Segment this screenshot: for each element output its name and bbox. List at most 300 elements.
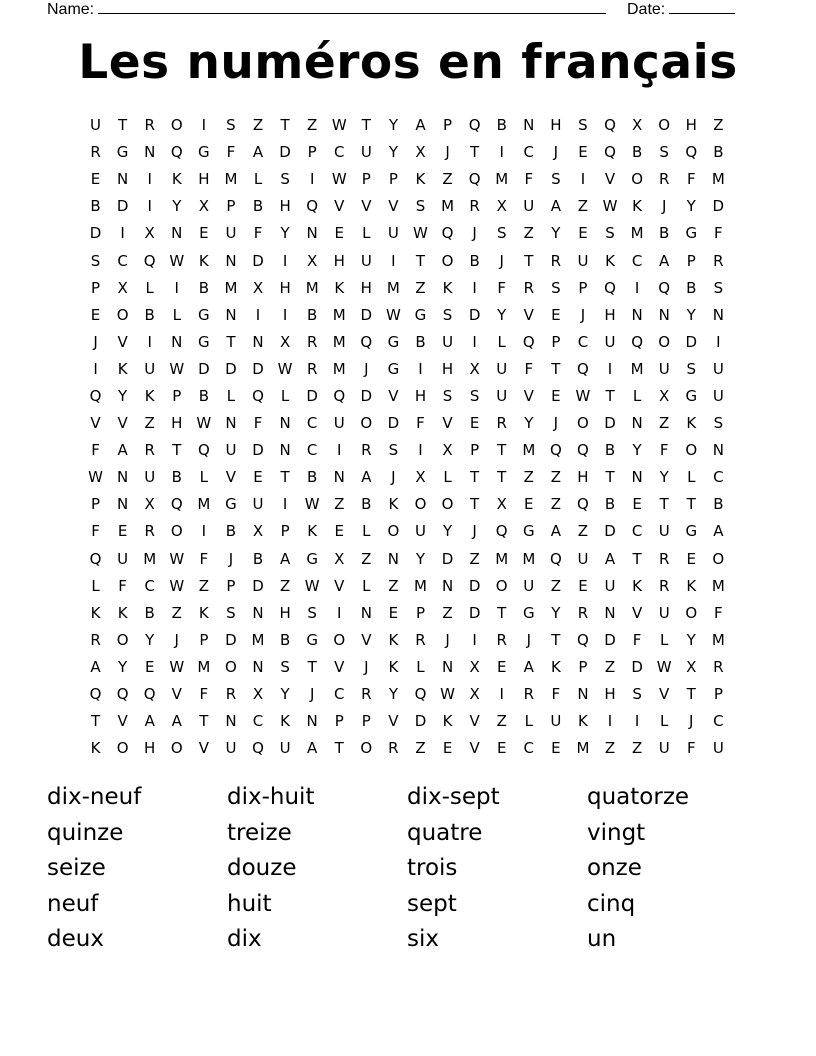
grid-cell[interactable]: H	[279, 603, 291, 622]
grid-cell[interactable]: J	[364, 657, 369, 676]
grid-cell[interactable]: B	[307, 305, 318, 324]
grid-cell[interactable]: B	[631, 143, 643, 162]
grid-cell[interactable]: O	[685, 441, 698, 460]
grid-cell[interactable]: S	[226, 603, 236, 622]
grid-cell[interactable]: S	[280, 657, 290, 676]
grid-cell[interactable]: U	[523, 576, 535, 595]
grid-cell[interactable]: X	[252, 522, 264, 541]
grid-cell[interactable]: I	[634, 278, 640, 297]
grid-cell[interactable]: Y	[551, 224, 561, 243]
grid-cell[interactable]: L	[362, 224, 371, 243]
grid-cell[interactable]: O	[170, 116, 183, 135]
grid-cell[interactable]: C	[631, 522, 643, 541]
grid-cell[interactable]: E	[686, 549, 696, 568]
grid-cell[interactable]: R	[388, 739, 399, 758]
grid-cell[interactable]: R	[306, 359, 318, 378]
grid-cell[interactable]: C	[523, 143, 535, 162]
grid-cell[interactable]: H	[360, 278, 372, 297]
grid-cell[interactable]: C	[523, 739, 535, 758]
grid-cell[interactable]: P	[388, 170, 398, 189]
grid-cell[interactable]: B	[144, 603, 155, 622]
grid-cell[interactable]: N	[333, 468, 345, 487]
grid-cell[interactable]: C	[577, 332, 589, 351]
grid-cell[interactable]: H	[171, 414, 183, 433]
grid-cell[interactable]: M	[711, 630, 725, 649]
grid-cell[interactable]: R	[144, 441, 155, 460]
grid-cell[interactable]: M	[224, 170, 238, 189]
grid-cell[interactable]: L	[443, 468, 452, 487]
grid-cell[interactable]: Z	[523, 224, 534, 243]
grid-cell[interactable]: N	[117, 468, 129, 487]
grid-cell[interactable]: G	[685, 522, 698, 541]
grid-cell[interactable]: M	[711, 170, 725, 189]
grid-cell[interactable]: P	[578, 657, 588, 676]
grid-cell[interactable]: H	[550, 116, 562, 135]
grid-cell[interactable]: Q	[414, 685, 427, 704]
grid-cell[interactable]: L	[253, 170, 263, 189]
grid-cell[interactable]: Z	[171, 603, 182, 622]
grid-cell[interactable]: Z	[388, 576, 399, 595]
grid-cell[interactable]: G	[198, 143, 210, 162]
grid-cell[interactable]: O	[333, 630, 346, 649]
grid-cell[interactable]: K	[605, 251, 615, 270]
grid-cell[interactable]: N	[171, 224, 183, 243]
grid-cell[interactable]: M	[224, 278, 238, 297]
grid-cell[interactable]: N	[604, 603, 616, 622]
grid-cell[interactable]: D	[225, 359, 237, 378]
grid-cell[interactable]: A	[713, 522, 724, 541]
grid-cell[interactable]: H	[144, 739, 156, 758]
grid-cell[interactable]: V	[361, 630, 372, 649]
grid-cell[interactable]: M	[630, 359, 644, 378]
grid-cell[interactable]: I	[337, 603, 342, 622]
grid-cell[interactable]: X	[496, 495, 507, 514]
grid-cell[interactable]: T	[199, 712, 209, 731]
grid-cell[interactable]: G	[414, 305, 427, 324]
grid-cell[interactable]: J	[661, 197, 667, 216]
grid-cell[interactable]: N	[252, 603, 264, 622]
grid-cell[interactable]: Z	[198, 576, 209, 595]
grid-cell[interactable]: U	[252, 495, 264, 514]
grid-cell[interactable]: A	[90, 657, 101, 676]
grid-cell[interactable]: N	[441, 576, 454, 595]
grid-cell[interactable]: P	[91, 495, 101, 514]
grid-cell[interactable]: K	[198, 251, 209, 270]
grid-cell[interactable]: K	[144, 386, 155, 405]
grid-cell[interactable]: M	[576, 739, 590, 758]
grid-cell[interactable]: Z	[713, 116, 724, 135]
grid-cell[interactable]: X	[144, 224, 155, 243]
grid-cell[interactable]: M	[522, 549, 536, 568]
grid-cell[interactable]: T	[605, 468, 615, 487]
grid-cell[interactable]: Q	[143, 251, 156, 270]
grid-cell[interactable]: J	[553, 414, 559, 433]
grid-cell[interactable]: Y	[551, 603, 561, 622]
grid-cell[interactable]: G	[387, 332, 400, 351]
grid-cell[interactable]: S	[226, 116, 236, 135]
grid-cell[interactable]: Z	[577, 522, 589, 541]
grid-cell[interactable]: I	[472, 332, 477, 351]
grid-cell[interactable]: T	[118, 116, 128, 135]
grid-cell[interactable]: K	[632, 197, 643, 216]
grid-cell[interactable]: J	[228, 549, 234, 568]
grid-cell[interactable]: W	[331, 170, 347, 189]
grid-cell[interactable]: S	[713, 414, 724, 433]
grid-cell[interactable]: Q	[89, 685, 102, 704]
grid-cell[interactable]: C	[144, 576, 155, 595]
grid-cell[interactable]: U	[550, 712, 562, 731]
grid-cell[interactable]: V	[523, 305, 534, 324]
grid-cell[interactable]: P	[199, 630, 209, 649]
grid-cell[interactable]: V	[334, 657, 345, 676]
grid-cell[interactable]: N	[631, 468, 643, 487]
grid-cell[interactable]: O	[631, 170, 643, 189]
grid-cell[interactable]: Y	[145, 630, 155, 649]
grid-cell[interactable]: T	[307, 657, 317, 676]
grid-cell[interactable]: U	[117, 549, 129, 568]
grid-cell[interactable]: M	[197, 657, 211, 676]
grid-cell[interactable]: Z	[550, 468, 561, 487]
grid-cell[interactable]: F	[686, 739, 696, 758]
grid-cell[interactable]: Q	[170, 143, 183, 162]
grid-cell[interactable]: P	[686, 251, 696, 270]
grid-cell[interactable]: B	[604, 495, 616, 514]
grid-cell[interactable]: S	[659, 143, 669, 162]
grid-cell[interactable]: R	[469, 197, 480, 216]
grid-cell[interactable]: E	[442, 739, 453, 758]
grid-cell[interactable]: W	[331, 116, 347, 135]
grid-cell[interactable]: A	[659, 251, 670, 270]
grid-cell[interactable]: T	[605, 386, 615, 405]
grid-cell[interactable]: U	[144, 468, 156, 487]
grid-cell[interactable]: E	[578, 576, 588, 595]
grid-cell[interactable]: L	[687, 468, 696, 487]
grid-cell[interactable]: F	[253, 414, 263, 433]
grid-cell[interactable]: I	[337, 441, 342, 460]
grid-cell[interactable]: N	[225, 712, 237, 731]
grid-cell[interactable]: R	[496, 414, 507, 433]
grid-cell[interactable]: T	[280, 116, 290, 135]
grid-cell[interactable]: V	[442, 414, 453, 433]
grid-cell[interactable]: T	[497, 441, 507, 460]
grid-cell[interactable]: W	[440, 685, 455, 704]
grid-cell[interactable]: H	[604, 685, 616, 704]
grid-cell[interactable]: Y	[388, 116, 398, 135]
grid-cell[interactable]: V	[659, 685, 670, 704]
grid-cell[interactable]: S	[496, 224, 507, 243]
grid-cell[interactable]: B	[604, 441, 616, 460]
grid-cell[interactable]: R	[523, 685, 534, 704]
grid-cell[interactable]: B	[252, 549, 264, 568]
grid-cell[interactable]: F	[199, 549, 209, 568]
grid-cell[interactable]: P	[307, 143, 317, 162]
grid-cell[interactable]: Y	[118, 386, 128, 405]
grid-cell[interactable]: Y	[659, 468, 669, 487]
grid-cell[interactable]: T	[334, 739, 344, 758]
grid-cell[interactable]: K	[578, 712, 588, 731]
grid-cell[interactable]: Q	[604, 116, 616, 135]
grid-cell[interactable]: T	[90, 712, 101, 731]
grid-cell[interactable]: Q	[577, 630, 589, 649]
grid-cell[interactable]: E	[144, 657, 155, 676]
grid-cell[interactable]: R	[90, 630, 101, 649]
grid-cell[interactable]: I	[120, 224, 125, 243]
grid-cell[interactable]: R	[90, 143, 101, 162]
grid-cell[interactable]: T	[551, 630, 561, 649]
grid-cell[interactable]: G	[306, 630, 318, 649]
grid-cell[interactable]: Q	[631, 332, 643, 351]
grid-cell[interactable]: L	[172, 305, 181, 324]
grid-cell[interactable]: D	[89, 224, 102, 243]
grid-cell[interactable]: T	[686, 685, 696, 704]
grid-cell[interactable]: U	[496, 386, 508, 405]
grid-cell[interactable]: K	[198, 603, 209, 622]
grid-cell[interactable]: M	[522, 441, 536, 460]
grid-cell[interactable]: J	[174, 630, 179, 649]
grid-cell[interactable]: Z	[415, 739, 426, 758]
grid-cell[interactable]: U	[360, 251, 372, 270]
grid-cell[interactable]: L	[660, 630, 669, 649]
grid-cell[interactable]: Z	[631, 739, 643, 758]
grid-cell[interactable]: C	[334, 685, 345, 704]
grid-cell[interactable]: X	[686, 657, 697, 676]
grid-cell[interactable]: I	[147, 332, 152, 351]
grid-cell[interactable]: K	[686, 414, 697, 433]
grid-cell[interactable]: N	[577, 685, 589, 704]
grid-cell[interactable]: O	[360, 739, 373, 758]
grid-cell[interactable]: V	[225, 468, 237, 487]
grid-cell[interactable]: A	[550, 197, 561, 216]
grid-cell[interactable]: U	[225, 441, 237, 460]
grid-cell[interactable]: S	[578, 116, 588, 135]
grid-cell[interactable]: T	[497, 468, 507, 487]
grid-cell[interactable]: W	[196, 414, 212, 433]
grid-cell[interactable]: M	[332, 359, 346, 378]
grid-cell[interactable]: N	[252, 332, 264, 351]
grid-cell[interactable]: R	[523, 278, 534, 297]
grid-cell[interactable]: R	[361, 685, 372, 704]
grid-cell[interactable]: N	[117, 170, 129, 189]
grid-cell[interactable]: A	[604, 549, 616, 568]
grid-cell[interactable]: D	[252, 441, 264, 460]
grid-cell[interactable]: L	[362, 522, 371, 541]
grid-cell[interactable]: I	[201, 116, 207, 135]
grid-cell[interactable]: G	[116, 143, 129, 162]
grid-cell[interactable]: U	[658, 603, 670, 622]
grid-cell[interactable]: Q	[89, 386, 102, 405]
grid-cell[interactable]: N	[117, 495, 129, 514]
grid-cell[interactable]: Z	[307, 116, 318, 135]
grid-cell[interactable]: W	[385, 305, 401, 324]
grid-cell[interactable]: I	[499, 143, 504, 162]
grid-cell[interactable]: D	[252, 251, 264, 270]
grid-cell[interactable]: I	[472, 630, 477, 649]
grid-cell[interactable]: I	[607, 359, 613, 378]
grid-cell[interactable]: K	[90, 603, 101, 622]
grid-cell[interactable]: V	[90, 414, 101, 433]
grid-cell[interactable]: B	[171, 468, 182, 487]
grid-cell[interactable]: T	[632, 549, 642, 568]
grid-cell[interactable]: P	[280, 522, 290, 541]
grid-cell[interactable]: L	[226, 386, 236, 405]
grid-cell[interactable]: Y	[280, 224, 290, 243]
grid-cell[interactable]: P	[443, 116, 453, 135]
grid-cell[interactable]: E	[496, 657, 507, 676]
grid-cell[interactable]: W	[169, 657, 185, 676]
grid-cell[interactable]: T	[551, 359, 561, 378]
grid-cell[interactable]: X	[252, 278, 264, 297]
grid-cell[interactable]: U	[144, 359, 156, 378]
grid-cell[interactable]: O	[441, 251, 454, 270]
grid-cell[interactable]: G	[522, 522, 535, 541]
grid-cell[interactable]: Z	[550, 495, 561, 514]
grid-cell[interactable]: B	[469, 251, 480, 270]
grid-cell[interactable]: W	[169, 549, 185, 568]
grid-cell[interactable]: Q	[197, 441, 210, 460]
grid-cell[interactable]: T	[280, 468, 290, 487]
grid-cell[interactable]: E	[90, 170, 101, 189]
grid-cell[interactable]: P	[361, 170, 371, 189]
grid-cell[interactable]: N	[171, 332, 183, 351]
grid-cell[interactable]: J	[445, 630, 450, 649]
grid-cell[interactable]: T	[361, 116, 371, 135]
grid-cell[interactable]: V	[604, 170, 616, 189]
grid-cell[interactable]: I	[282, 495, 288, 514]
grid-cell[interactable]: B	[361, 495, 372, 514]
grid-cell[interactable]: I	[255, 305, 261, 324]
grid-cell[interactable]: N	[225, 305, 237, 324]
grid-cell[interactable]: W	[169, 359, 185, 378]
grid-cell[interactable]: Y	[632, 441, 642, 460]
grid-cell[interactable]: K	[442, 712, 453, 731]
grid-cell[interactable]: N	[279, 414, 291, 433]
grid-cell[interactable]: P	[172, 386, 182, 405]
grid-cell[interactable]: J	[580, 305, 586, 324]
grid-cell[interactable]: D	[225, 630, 237, 649]
grid-cell[interactable]: M	[332, 305, 346, 324]
grid-cell[interactable]: M	[441, 197, 455, 216]
grid-cell[interactable]: N	[279, 441, 291, 460]
grid-cell[interactable]: E	[388, 603, 399, 622]
grid-cell[interactable]: N	[631, 414, 643, 433]
grid-cell[interactable]: K	[307, 522, 318, 541]
grid-cell[interactable]: D	[387, 414, 400, 433]
grid-cell[interactable]: U	[577, 251, 589, 270]
grid-cell[interactable]: P	[91, 278, 101, 297]
grid-cell[interactable]: D	[116, 197, 129, 216]
grid-cell[interactable]: R	[144, 522, 155, 541]
grid-cell[interactable]: C	[713, 468, 724, 487]
grid-cell[interactable]: X	[307, 251, 318, 270]
grid-cell[interactable]: M	[305, 278, 319, 297]
grid-cell[interactable]: F	[416, 414, 425, 433]
grid-cell[interactable]: J	[364, 359, 369, 378]
grid-cell[interactable]: B	[713, 143, 724, 162]
grid-cell[interactable]: N	[441, 657, 454, 676]
grid-cell[interactable]: F	[524, 170, 534, 189]
grid-cell[interactable]: X	[252, 685, 264, 704]
grid-cell[interactable]: T	[415, 251, 426, 270]
grid-cell[interactable]: C	[713, 712, 724, 731]
grid-cell[interactable]: E	[334, 522, 344, 541]
grid-cell[interactable]: S	[388, 441, 399, 460]
grid-cell[interactable]: A	[361, 468, 372, 487]
grid-cell[interactable]: P	[415, 603, 425, 622]
grid-cell[interactable]: Q	[495, 522, 508, 541]
grid-cell[interactable]: O	[658, 116, 671, 135]
grid-cell[interactable]: B	[659, 224, 670, 243]
grid-cell[interactable]: Y	[524, 414, 534, 433]
grid-cell[interactable]: X	[469, 685, 480, 704]
grid-cell[interactable]: D	[252, 576, 264, 595]
grid-cell[interactable]: Z	[415, 278, 426, 297]
grid-cell[interactable]: F	[524, 359, 534, 378]
grid-cell[interactable]: V	[388, 386, 399, 405]
grid-cell[interactable]: Q	[89, 549, 102, 568]
grid-cell[interactable]: O	[495, 576, 508, 595]
grid-cell[interactable]: N	[360, 603, 372, 622]
grid-cell[interactable]: L	[660, 712, 669, 731]
grid-cell[interactable]: L	[362, 576, 371, 595]
grid-cell[interactable]: D	[604, 414, 616, 433]
grid-cell[interactable]: U	[712, 359, 724, 378]
grid-cell[interactable]: J	[499, 251, 504, 270]
grid-cell[interactable]: W	[602, 197, 618, 216]
grid-cell[interactable]: S	[551, 170, 561, 189]
grid-cell[interactable]: W	[88, 468, 103, 487]
grid-cell[interactable]: F	[714, 224, 723, 243]
grid-cell[interactable]: D	[631, 657, 643, 676]
grid-cell[interactable]: Z	[144, 414, 155, 433]
grid-cell[interactable]: W	[304, 576, 320, 595]
grid-cell[interactable]: F	[253, 224, 263, 243]
grid-cell[interactable]: X	[442, 441, 453, 460]
grid-cell[interactable]: J	[472, 522, 477, 541]
grid-cell[interactable]: M	[711, 576, 725, 595]
grid-cell[interactable]: B	[225, 522, 237, 541]
grid-cell[interactable]: O	[577, 414, 589, 433]
grid-cell[interactable]: G	[685, 386, 698, 405]
grid-cell[interactable]: O	[441, 495, 454, 514]
grid-cell[interactable]: E	[253, 468, 263, 487]
grid-cell[interactable]: K	[90, 739, 101, 758]
grid-cell[interactable]: U	[523, 197, 535, 216]
grid-cell[interactable]: B	[415, 332, 426, 351]
grid-cell[interactable]: N	[658, 305, 670, 324]
grid-cell[interactable]: Y	[118, 657, 128, 676]
grid-cell[interactable]: C	[252, 712, 264, 731]
grid-cell[interactable]: T	[686, 495, 696, 514]
grid-cell[interactable]: X	[334, 549, 345, 568]
name-blank-line[interactable]	[98, 0, 606, 14]
grid-cell[interactable]: I	[201, 522, 207, 541]
grid-cell[interactable]: B	[90, 197, 101, 216]
grid-cell[interactable]: P	[551, 332, 561, 351]
grid-cell[interactable]: D	[360, 305, 373, 324]
grid-cell[interactable]: W	[169, 576, 185, 595]
grid-cell[interactable]: S	[442, 386, 453, 405]
grid-cell[interactable]: S	[551, 278, 561, 297]
grid-cell[interactable]: S	[280, 170, 290, 189]
grid-cell[interactable]: T	[659, 495, 669, 514]
grid-cell[interactable]: X	[144, 495, 155, 514]
grid-cell[interactable]: P	[226, 576, 236, 595]
grid-cell[interactable]: I	[93, 359, 98, 378]
grid-cell[interactable]: V	[469, 712, 480, 731]
grid-cell[interactable]: G	[387, 359, 400, 378]
grid-cell[interactable]: G	[225, 495, 237, 514]
grid-cell[interactable]: L	[91, 576, 100, 595]
